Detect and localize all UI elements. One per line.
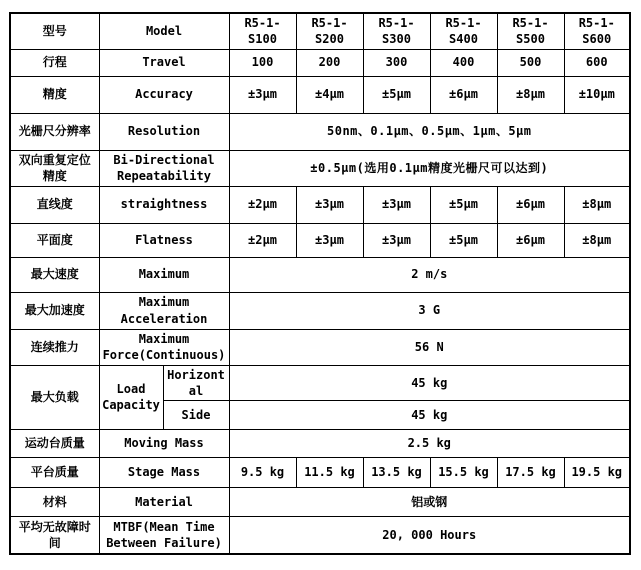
repeatability-value: ±0.5μm(选用0.1μm精度光栅尺可以达到) [229,150,630,186]
load-capacity-label-en: Load Capacity [99,365,163,429]
travel-value: 300 [363,49,430,76]
model-name-line1: R5-1- [512,16,549,31]
stage-mass-value: 13.5 kg [363,457,430,487]
moving-mass-label-cn: 运动台质量 [10,429,99,457]
material-label-cn: 材料 [10,487,99,516]
model-name-line2: S100 [248,32,277,47]
max-speed-value: 2 m/s [229,257,630,292]
model-label-en: Model [99,13,229,49]
model-header-s400 [430,13,497,49]
flatness-label-en: Flatness [99,223,229,257]
accuracy-label-cn: 精度 [10,76,99,113]
row-load-capacity-horizontal [10,365,630,400]
load-capacity-label-cn: 最大负载 [10,365,99,429]
max-force-label-cn: 连续推力 [10,329,99,365]
travel-value: 600 [564,49,630,76]
model-header-s500 [497,13,564,49]
row-mtbf [10,516,630,554]
model-name-line1: R5-1- [378,16,415,31]
moving-mass-value: 2.5 kg [229,429,630,457]
model-header-s100 [229,13,296,49]
accuracy-value: ±3μm [229,76,296,113]
row-flatness [10,223,630,257]
max-force-label-en: Maximum Force(Continuous) [99,329,229,365]
accuracy-value: ±6μm [430,76,497,113]
straightness-label-en: straightness [99,186,229,223]
repeatability-label-cn: 双向重复定位精度 [10,150,99,186]
model-name-line1: R5-1- [311,16,348,31]
straightness-value: ±5μm [430,186,497,223]
stage-mass-label-en: Stage Mass [99,457,229,487]
straightness-value: ±3μm [296,186,363,223]
repeatability-label-en: Bi-Directional Repeatability [99,150,229,186]
row-travel [10,49,630,76]
stage-mass-value: 11.5 kg [296,457,363,487]
travel-label-cn: 行程 [10,49,99,76]
material-label-en: Material [99,487,229,516]
load-capacity-horizontal-label: Horizontal [163,365,229,400]
max-acceleration-label-en: Maximum Acceleration [99,292,229,329]
model-name-line1: R5-1- [244,16,281,31]
row-accuracy [10,76,630,113]
model-name-line2: S600 [582,32,612,47]
row-model [10,13,630,49]
accuracy-value: ±5μm [363,76,430,113]
accuracy-value: ±10μm [564,76,630,113]
travel-label-en: Travel [99,49,229,76]
straightness-value: ±2μm [229,186,296,223]
row-max-force [10,329,630,365]
load-capacity-side-label: Side [163,400,229,429]
row-repeatability [10,150,630,186]
resolution-label-en: Resolution [99,113,229,150]
model-name-line2: S400 [449,32,478,47]
row-moving-mass [10,429,630,457]
stage-mass-value: 19.5 kg [564,457,630,487]
max-force-value: 56 N [229,329,630,365]
row-max-speed [10,257,630,292]
flatness-label-cn: 平面度 [10,223,99,257]
model-header-s600 [564,13,630,49]
flatness-value: ±3μm [296,223,363,257]
load-capacity-side-value: 45 kg [229,400,630,429]
travel-value: 400 [430,49,497,76]
max-speed-label-cn: 最大速度 [10,257,99,292]
accuracy-value: ±4μm [296,76,363,113]
resolution-label-cn: 光栅尺分辨率 [10,113,99,150]
model-name-line1: R5-1- [445,16,482,31]
row-max-acceleration [10,292,630,329]
flatness-value: ±8μm [564,223,630,257]
flatness-value: ±2μm [229,223,296,257]
model-name-line2: S200 [315,32,344,47]
flatness-value: ±6μm [497,223,564,257]
mtbf-value: 20, 000 Hours [229,516,630,554]
travel-value: 500 [497,49,564,76]
accuracy-value: ±8μm [497,76,564,113]
mtbf-label-en: MTBF(Mean Time Between Failure) [99,516,229,554]
straightness-value: ±8μm [564,186,630,223]
model-label-cn: 型号 [10,13,99,49]
flatness-value: ±5μm [430,223,497,257]
row-straightness [10,186,630,223]
model-name-line2: S300 [382,32,411,47]
model-header-s300 [363,13,430,49]
stage-mass-value: 15.5 kg [430,457,497,487]
stage-mass-value: 9.5 kg [229,457,296,487]
moving-mass-label-en: Moving Mass [99,429,229,457]
model-header-s200 [296,13,363,49]
straightness-value: ±3μm [363,186,430,223]
spec-table [9,12,631,555]
mtbf-label-cn: 平均无故障时间 [10,516,99,554]
max-acceleration-label-cn: 最大加速度 [10,292,99,329]
stage-mass-value: 17.5 kg [497,457,564,487]
resolution-value: 50nm、0.1μm、0.5μm、1μm、5μm [229,113,630,150]
straightness-value: ±6μm [497,186,564,223]
row-stage-mass [10,457,630,487]
travel-value: 200 [296,49,363,76]
max-speed-label-en: Maximum [99,257,229,292]
row-resolution [10,113,630,150]
travel-value: 100 [229,49,296,76]
load-capacity-horizontal-value: 45 kg [229,365,630,400]
model-name-line1: R5-1- [578,16,615,31]
accuracy-label-en: Accuracy [99,76,229,113]
straightness-label-cn: 直线度 [10,186,99,223]
max-acceleration-value: 3 G [229,292,630,329]
row-material [10,487,630,516]
model-name-line2: S500 [516,32,545,47]
flatness-value: ±3μm [363,223,430,257]
material-value: 铝或钢 [229,487,630,516]
stage-mass-label-cn: 平台质量 [10,457,99,487]
